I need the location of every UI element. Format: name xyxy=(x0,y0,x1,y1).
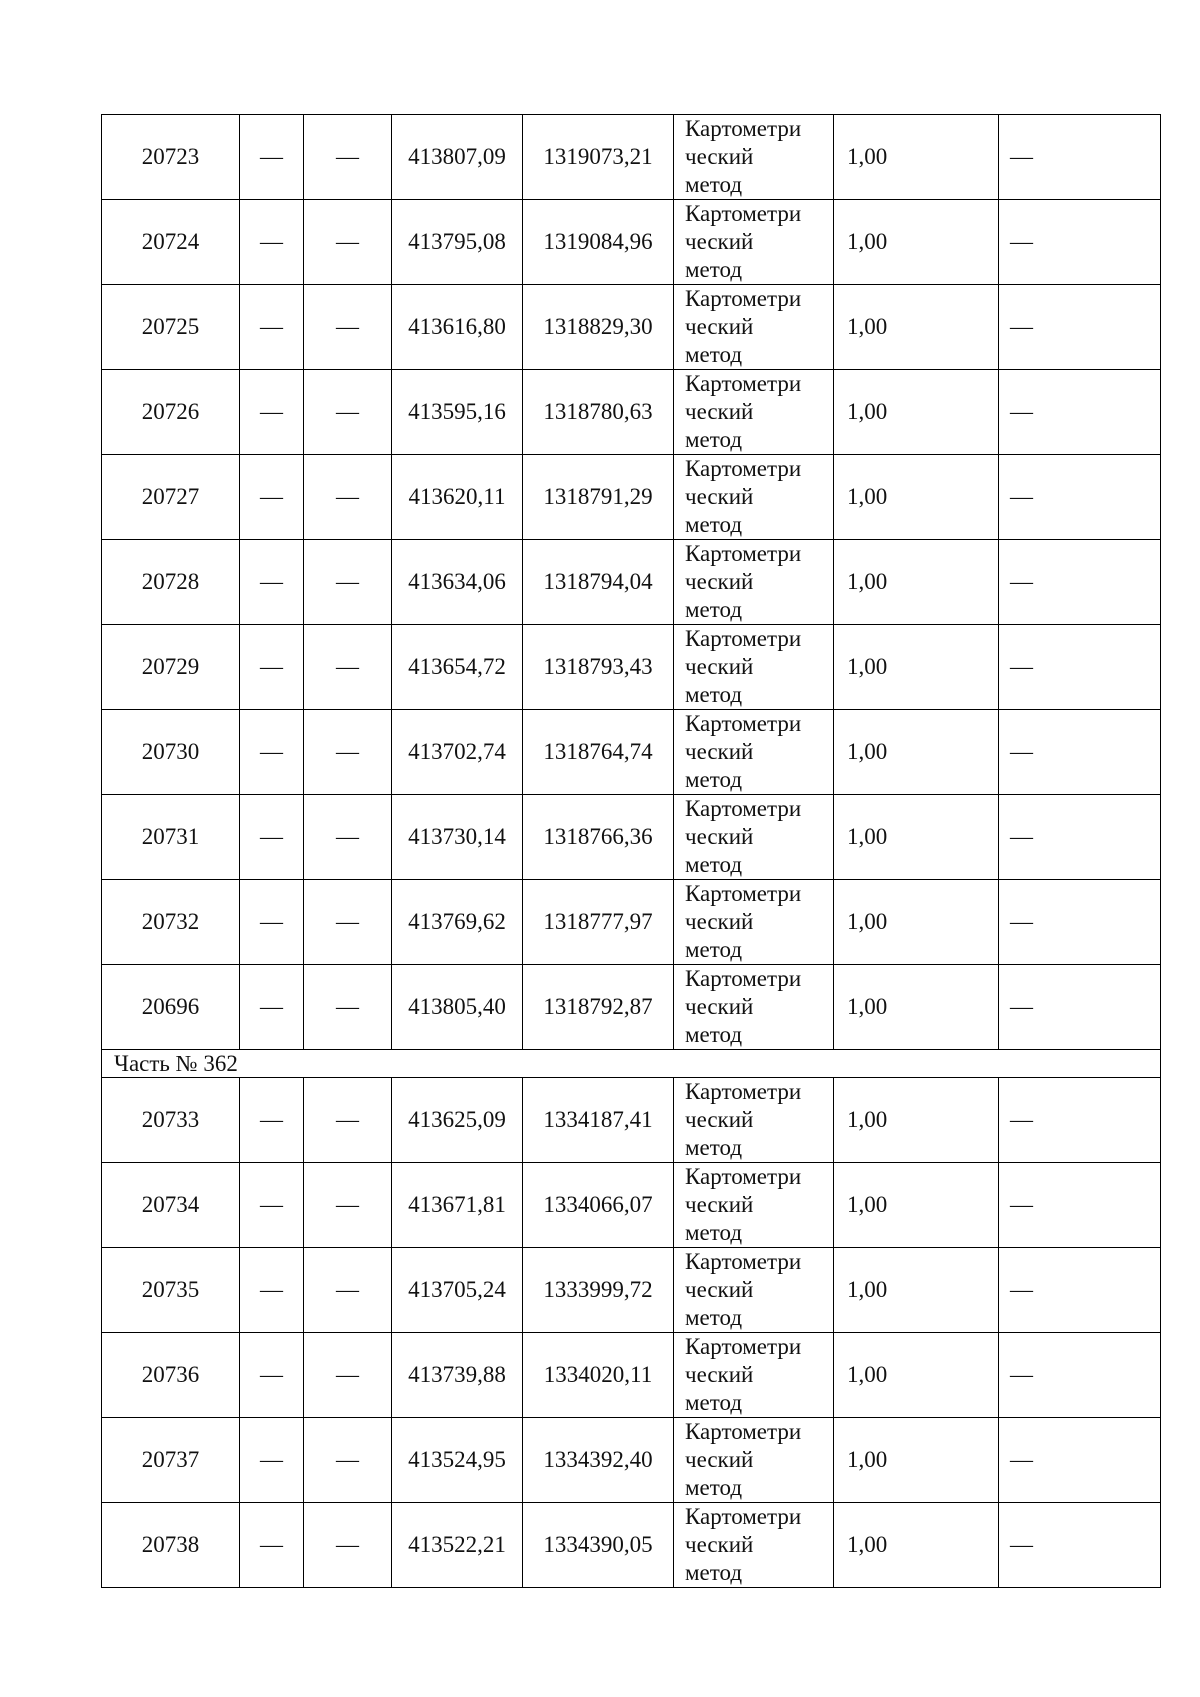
accuracy-cell: 1,00 xyxy=(834,115,999,200)
method-cell xyxy=(674,200,834,285)
empty-coordinate-cell: — xyxy=(304,1418,392,1503)
empty-coordinate-cell: — xyxy=(304,370,392,455)
description-cell: — xyxy=(999,285,1161,370)
empty-coordinate-cell: — xyxy=(240,965,304,1050)
method-cell xyxy=(674,625,834,710)
table-row xyxy=(102,1248,1161,1333)
description-cell: — xyxy=(999,880,1161,965)
table-row xyxy=(102,370,1161,455)
x-coordinate-cell: 413739,88 xyxy=(392,1333,523,1418)
method-cell xyxy=(674,880,834,965)
accuracy-cell: 1,00 xyxy=(834,1163,999,1248)
accuracy-cell: 1,00 xyxy=(834,1418,999,1503)
empty-coordinate-cell: — xyxy=(240,1418,304,1503)
empty-coordinate-cell: — xyxy=(304,115,392,200)
method-cell xyxy=(674,1078,834,1163)
point-number-cell: 20729 xyxy=(102,625,240,710)
empty-coordinate-cell: — xyxy=(240,1078,304,1163)
empty-coordinate-cell: — xyxy=(304,455,392,540)
method-cell xyxy=(674,1418,834,1503)
description-cell: — xyxy=(999,1163,1161,1248)
method-cell xyxy=(674,455,834,540)
point-number-cell: 20725 xyxy=(102,285,240,370)
method-cell xyxy=(674,1503,834,1588)
empty-coordinate-cell: — xyxy=(304,200,392,285)
method-line: ческий xyxy=(685,1107,754,1132)
method-line: ческий xyxy=(685,399,754,424)
empty-coordinate-cell: — xyxy=(240,1248,304,1333)
method-line: Картометри xyxy=(685,201,802,226)
empty-coordinate-cell: — xyxy=(240,1503,304,1588)
empty-coordinate-cell: — xyxy=(304,710,392,795)
point-number-cell: 20734 xyxy=(102,1163,240,1248)
point-number-cell: 20726 xyxy=(102,370,240,455)
empty-coordinate-cell: — xyxy=(240,200,304,285)
point-number-cell: 20731 xyxy=(102,795,240,880)
method-line: Картометри xyxy=(685,1079,802,1104)
method-line: Картометри xyxy=(685,1334,802,1359)
x-coordinate-cell: 413671,81 xyxy=(392,1163,523,1248)
method-line: метод xyxy=(685,257,743,282)
method-line: метод xyxy=(685,342,743,367)
method-cell xyxy=(674,285,834,370)
method-line: ческий xyxy=(685,994,754,1019)
accuracy-cell: 1,00 xyxy=(834,625,999,710)
method-line: Картометри xyxy=(685,1504,802,1529)
accuracy-cell: 1,00 xyxy=(834,455,999,540)
method-line: Картометри xyxy=(685,711,802,736)
x-coordinate-cell: 413705,24 xyxy=(392,1248,523,1333)
empty-coordinate-cell: — xyxy=(240,285,304,370)
empty-coordinate-cell: — xyxy=(304,965,392,1050)
method-line: метод xyxy=(685,1390,743,1415)
method-line: Картометри xyxy=(685,541,802,566)
table-row xyxy=(102,1078,1161,1163)
description-cell: — xyxy=(999,1078,1161,1163)
y-coordinate-cell: 1318794,04 xyxy=(523,540,674,625)
point-number-cell: 20733 xyxy=(102,1078,240,1163)
accuracy-cell: 1,00 xyxy=(834,285,999,370)
method-line: метод xyxy=(685,172,743,197)
point-number-cell: 20735 xyxy=(102,1248,240,1333)
y-coordinate-cell: 1334390,05 xyxy=(523,1503,674,1588)
empty-coordinate-cell: — xyxy=(304,880,392,965)
method-line: Картометри xyxy=(685,796,802,821)
method-line: метод xyxy=(685,427,743,452)
x-coordinate-cell: 413769,62 xyxy=(392,880,523,965)
point-number-cell: 20727 xyxy=(102,455,240,540)
method-line: Картометри xyxy=(685,966,802,991)
point-number-cell: 20732 xyxy=(102,880,240,965)
method-line: метод xyxy=(685,767,743,792)
empty-coordinate-cell: — xyxy=(240,455,304,540)
x-coordinate-cell: 413805,40 xyxy=(392,965,523,1050)
x-coordinate-cell: 413807,09 xyxy=(392,115,523,200)
part-label: Часть № 362 xyxy=(102,1050,1161,1078)
point-number-cell: 20737 xyxy=(102,1418,240,1503)
empty-coordinate-cell: — xyxy=(304,1333,392,1418)
table-row xyxy=(102,200,1161,285)
y-coordinate-cell: 1333999,72 xyxy=(523,1248,674,1333)
method-cell xyxy=(674,115,834,200)
description-cell: — xyxy=(999,1248,1161,1333)
accuracy-cell: 1,00 xyxy=(834,1078,999,1163)
method-line: метод xyxy=(685,1220,743,1245)
description-cell: — xyxy=(999,1418,1161,1503)
accuracy-cell: 1,00 xyxy=(834,1248,999,1333)
empty-coordinate-cell: — xyxy=(304,1078,392,1163)
x-coordinate-cell: 413522,21 xyxy=(392,1503,523,1588)
point-number-cell: 20696 xyxy=(102,965,240,1050)
empty-coordinate-cell: — xyxy=(304,795,392,880)
method-cell xyxy=(674,965,834,1050)
method-line: ческий xyxy=(685,314,754,339)
method-line: метод xyxy=(685,597,743,622)
x-coordinate-cell: 413634,06 xyxy=(392,540,523,625)
accuracy-cell: 1,00 xyxy=(834,370,999,455)
method-line: ческий xyxy=(685,909,754,934)
empty-coordinate-cell: — xyxy=(240,115,304,200)
method-line: ческий xyxy=(685,144,754,169)
method-line: метод xyxy=(685,1022,743,1047)
method-line: ческий xyxy=(685,1192,754,1217)
method-line: ческий xyxy=(685,1532,754,1557)
coordinates-table xyxy=(101,114,1161,1588)
accuracy-cell: 1,00 xyxy=(834,710,999,795)
method-line: метод xyxy=(685,937,743,962)
empty-coordinate-cell: — xyxy=(304,625,392,710)
point-number-cell: 20723 xyxy=(102,115,240,200)
method-line: ческий xyxy=(685,1447,754,1472)
x-coordinate-cell: 413524,95 xyxy=(392,1418,523,1503)
accuracy-cell: 1,00 xyxy=(834,1503,999,1588)
method-line: ческий xyxy=(685,824,754,849)
method-cell xyxy=(674,1163,834,1248)
method-line: метод xyxy=(685,682,743,707)
method-line: метод xyxy=(685,852,743,877)
x-coordinate-cell: 413795,08 xyxy=(392,200,523,285)
method-line: Картометри xyxy=(685,116,802,141)
accuracy-cell: 1,00 xyxy=(834,965,999,1050)
y-coordinate-cell: 1318792,87 xyxy=(523,965,674,1050)
y-coordinate-cell: 1318793,43 xyxy=(523,625,674,710)
x-coordinate-cell: 413625,09 xyxy=(392,1078,523,1163)
method-line: ческий xyxy=(685,1277,754,1302)
accuracy-cell: 1,00 xyxy=(834,200,999,285)
table-row xyxy=(102,710,1161,795)
x-coordinate-cell: 413595,16 xyxy=(392,370,523,455)
method-line: Картометри xyxy=(685,286,802,311)
y-coordinate-cell: 1334187,41 xyxy=(523,1078,674,1163)
y-coordinate-cell: 1334066,07 xyxy=(523,1163,674,1248)
x-coordinate-cell: 413702,74 xyxy=(392,710,523,795)
table-row xyxy=(102,1418,1161,1503)
method-line: Картометри xyxy=(685,1164,802,1189)
y-coordinate-cell: 1318791,29 xyxy=(523,455,674,540)
point-number-cell: 20738 xyxy=(102,1503,240,1588)
method-line: Картометри xyxy=(685,1419,802,1444)
method-line: ческий xyxy=(685,654,754,679)
y-coordinate-cell: 1318764,74 xyxy=(523,710,674,795)
description-cell: — xyxy=(999,965,1161,1050)
table-row xyxy=(102,880,1161,965)
description-cell: — xyxy=(999,625,1161,710)
x-coordinate-cell: 413730,14 xyxy=(392,795,523,880)
description-cell: — xyxy=(999,370,1161,455)
description-cell: — xyxy=(999,1503,1161,1588)
empty-coordinate-cell: — xyxy=(240,795,304,880)
description-cell: — xyxy=(999,1333,1161,1418)
y-coordinate-cell: 1318829,30 xyxy=(523,285,674,370)
empty-coordinate-cell: — xyxy=(304,1248,392,1333)
table-row xyxy=(102,540,1161,625)
x-coordinate-cell: 413654,72 xyxy=(392,625,523,710)
method-cell xyxy=(674,795,834,880)
empty-coordinate-cell: — xyxy=(304,1503,392,1588)
table-row xyxy=(102,625,1161,710)
x-coordinate-cell: 413616,80 xyxy=(392,285,523,370)
empty-coordinate-cell: — xyxy=(240,540,304,625)
method-line: метод xyxy=(685,1560,743,1585)
method-line: Картометри xyxy=(685,456,802,481)
accuracy-cell: 1,00 xyxy=(834,1333,999,1418)
table-row xyxy=(102,1163,1161,1248)
table-row xyxy=(102,965,1161,1050)
empty-coordinate-cell: — xyxy=(304,285,392,370)
table-row xyxy=(102,1333,1161,1418)
method-line: Картометри xyxy=(685,881,802,906)
method-line: ческий xyxy=(685,569,754,594)
empty-coordinate-cell: — xyxy=(240,370,304,455)
point-number-cell: 20724 xyxy=(102,200,240,285)
method-cell xyxy=(674,1248,834,1333)
y-coordinate-cell: 1334392,40 xyxy=(523,1418,674,1503)
part-header-row xyxy=(102,1050,1161,1078)
table-row xyxy=(102,455,1161,540)
method-cell xyxy=(674,540,834,625)
accuracy-cell: 1,00 xyxy=(834,880,999,965)
table-row xyxy=(102,285,1161,370)
accuracy-cell: 1,00 xyxy=(834,795,999,880)
method-line: метод xyxy=(685,1135,743,1160)
point-number-cell: 20730 xyxy=(102,710,240,795)
method-line: Картометри xyxy=(685,626,802,651)
method-line: Картометри xyxy=(685,1249,802,1274)
empty-coordinate-cell: — xyxy=(240,625,304,710)
method-line: метод xyxy=(685,1475,743,1500)
table-row xyxy=(102,115,1161,200)
description-cell: — xyxy=(999,115,1161,200)
description-cell: — xyxy=(999,795,1161,880)
method-line: ческий xyxy=(685,484,754,509)
table-row xyxy=(102,795,1161,880)
empty-coordinate-cell: — xyxy=(240,710,304,795)
method-line: ческий xyxy=(685,229,754,254)
empty-coordinate-cell: — xyxy=(304,1163,392,1248)
x-coordinate-cell: 413620,11 xyxy=(392,455,523,540)
method-line: Картометри xyxy=(685,371,802,396)
y-coordinate-cell: 1319084,96 xyxy=(523,200,674,285)
description-cell: — xyxy=(999,455,1161,540)
empty-coordinate-cell: — xyxy=(240,1163,304,1248)
y-coordinate-cell: 1318766,36 xyxy=(523,795,674,880)
y-coordinate-cell: 1334020,11 xyxy=(523,1333,674,1418)
empty-coordinate-cell: — xyxy=(240,880,304,965)
description-cell: — xyxy=(999,540,1161,625)
point-number-cell: 20736 xyxy=(102,1333,240,1418)
method-line: метод xyxy=(685,1305,743,1330)
table-row xyxy=(102,1503,1161,1588)
table-body xyxy=(102,115,1161,1588)
method-cell xyxy=(674,710,834,795)
method-cell xyxy=(674,1333,834,1418)
method-line: ческий xyxy=(685,739,754,764)
y-coordinate-cell: 1319073,21 xyxy=(523,115,674,200)
point-number-cell: 20728 xyxy=(102,540,240,625)
description-cell: — xyxy=(999,200,1161,285)
method-cell xyxy=(674,370,834,455)
empty-coordinate-cell: — xyxy=(304,540,392,625)
method-line: метод xyxy=(685,512,743,537)
y-coordinate-cell: 1318777,97 xyxy=(523,880,674,965)
description-cell: — xyxy=(999,710,1161,795)
empty-coordinate-cell: — xyxy=(240,1333,304,1418)
y-coordinate-cell: 1318780,63 xyxy=(523,370,674,455)
accuracy-cell: 1,00 xyxy=(834,540,999,625)
method-line: ческий xyxy=(685,1362,754,1387)
